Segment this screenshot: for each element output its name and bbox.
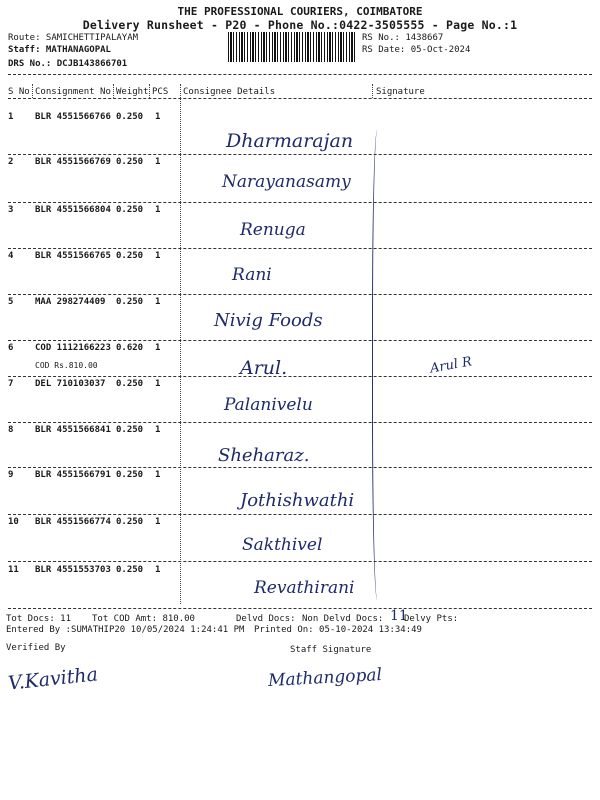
row-sno: 8 xyxy=(8,425,14,435)
col-divider xyxy=(180,84,181,604)
row-consignee-signature: Narayanasamy xyxy=(222,172,351,192)
delivery-points: Delvy Pts: xyxy=(404,614,459,624)
row-weight: 0.250 xyxy=(116,517,144,527)
row-consignee-signature: Palanivelu xyxy=(224,395,313,415)
row-consignment-no: BLR 4551566774 xyxy=(35,517,111,527)
row-sno: 10 xyxy=(8,517,19,527)
col-divider xyxy=(113,84,114,98)
row-consignment-no: MAA 298274409 xyxy=(35,297,106,307)
row-pcs: 1 xyxy=(155,343,161,353)
row6-signature: Arul R xyxy=(429,354,474,377)
route-label: Route: SAMICHETTIPALAYAM xyxy=(8,33,139,43)
row-consignment-no: DEL 710103037 xyxy=(35,379,106,389)
row-weight: 0.620 xyxy=(116,343,144,353)
col-header-consignment: Consignment No xyxy=(35,87,111,97)
row-separator xyxy=(8,422,592,423)
row-consignment-no: BLR 4551566841 xyxy=(35,425,111,435)
row-consignment-no: BLR 4551553703 xyxy=(35,565,111,575)
rs-number: RS No.: 1438667 xyxy=(362,33,444,43)
non-delivered-mark: 11 xyxy=(390,608,408,624)
row-consignee-signature: Renuga xyxy=(240,220,306,240)
row-separator xyxy=(8,514,592,515)
runsheet-title: Delivery Runsheet - P20 - Phone No.:0422-3505555 - Page No.:1 xyxy=(82,18,518,32)
row-consignee-signature: Sakthivel xyxy=(242,535,323,555)
col-header-sno: S No xyxy=(8,87,30,97)
row-sno: 4 xyxy=(8,251,14,261)
printed-on: Printed On: 05-10-2024 13:34:49 xyxy=(254,625,422,635)
row-consignment-no: BLR 4551566791 xyxy=(35,470,111,480)
row-pcs: 1 xyxy=(155,205,161,215)
row-consignee-signature: Nivig Foods xyxy=(214,310,323,331)
row-separator xyxy=(8,340,592,341)
row-sno: 6 xyxy=(8,343,14,353)
row-weight: 0.250 xyxy=(116,425,144,435)
row-sno: 7 xyxy=(8,379,14,389)
header-separator-top xyxy=(8,74,592,75)
row-separator xyxy=(8,202,592,203)
company-title: THE PROFESSIONAL COURIERS, COIMBATORE xyxy=(177,5,423,18)
row-weight: 0.250 xyxy=(116,157,144,167)
row-consignment-no: BLR 4551566766 xyxy=(35,112,111,122)
row-separator xyxy=(8,376,592,377)
row-weight: 0.250 xyxy=(116,297,144,307)
row-consignee-signature: Revathirani xyxy=(254,578,355,598)
row-consignee-signature: Sheharaz. xyxy=(218,445,310,466)
header-separator-bottom xyxy=(8,98,592,99)
row-pcs: 1 xyxy=(155,425,161,435)
entered-by: Entered By :SUMATHIP20 10/05/2024 1:24:41 PM xyxy=(6,625,245,635)
total-cod-amount: Tot COD Amt: 810.00 xyxy=(92,614,195,624)
row-weight: 0.250 xyxy=(116,470,144,480)
verified-by-label: Verified By xyxy=(6,643,66,653)
row-cod-amount: COD Rs.810.00 xyxy=(35,361,98,370)
staff-signature-label: Staff Signature xyxy=(290,645,372,655)
row-weight: 0.250 xyxy=(116,251,144,261)
non-delivered-docs: Non Delvd Docs: xyxy=(302,614,384,624)
staff-signature: Mathangopal xyxy=(267,665,383,691)
row-sno: 5 xyxy=(8,297,14,307)
col-divider xyxy=(149,84,150,98)
row-weight: 0.250 xyxy=(116,379,144,389)
row-sno: 9 xyxy=(8,470,14,480)
row-consignee-signature: Rani xyxy=(232,265,272,285)
col-divider xyxy=(372,84,373,98)
rs-date: RS Date: 05-Oct-2024 xyxy=(362,45,471,55)
total-docs: Tot Docs: 11 xyxy=(6,614,72,624)
row-pcs: 1 xyxy=(155,379,161,389)
row-separator xyxy=(8,467,592,468)
col-header-signature: Signature xyxy=(376,87,425,97)
col-divider xyxy=(32,84,33,98)
footer-separator xyxy=(8,608,592,609)
verifier-signature: V.Kavitha xyxy=(7,663,99,695)
row-consignment-no: BLR 4551566769 xyxy=(35,157,111,167)
col-header-pcs: PCS xyxy=(152,87,169,97)
row-separator xyxy=(8,154,592,155)
row-pcs: 1 xyxy=(155,565,161,575)
col-header-consignee: Consignee Details xyxy=(183,87,276,97)
row-pcs: 1 xyxy=(155,517,161,527)
row-sno: 2 xyxy=(8,157,14,167)
row-weight: 0.250 xyxy=(116,565,144,575)
row-consignee-signature: Arul. xyxy=(240,357,288,379)
row-pcs: 1 xyxy=(155,470,161,480)
row-consignment-no: BLR 4551566765 xyxy=(35,251,111,261)
barcode xyxy=(228,32,356,62)
col-header-weight: Weight xyxy=(116,87,149,97)
row-separator xyxy=(8,248,592,249)
staff-label: Staff: MATHANAGOPAL xyxy=(8,45,111,55)
row-separator xyxy=(8,294,592,295)
row-sno: 1 xyxy=(8,112,14,122)
row-weight: 0.250 xyxy=(116,205,144,215)
row-consignment-no: COD 1112166223 xyxy=(35,343,111,353)
delivered-docs: Delvd Docs: xyxy=(236,614,296,624)
row-separator xyxy=(8,561,592,562)
row-consignee-signature: Dharmarajan xyxy=(226,130,354,152)
row-sno: 3 xyxy=(8,205,14,215)
row-consignment-no: BLR 4551566804 xyxy=(35,205,111,215)
row-pcs: 1 xyxy=(155,297,161,307)
row-weight: 0.250 xyxy=(116,112,144,122)
row-pcs: 1 xyxy=(155,251,161,261)
row-pcs: 1 xyxy=(155,157,161,167)
drs-number: DRS No.: DCJB143866701 xyxy=(8,59,128,69)
row-consignee-signature: Jothishwathi xyxy=(240,490,355,511)
row-pcs: 1 xyxy=(155,112,161,122)
signature-stroke xyxy=(372,130,385,600)
row-sno: 11 xyxy=(8,565,19,575)
